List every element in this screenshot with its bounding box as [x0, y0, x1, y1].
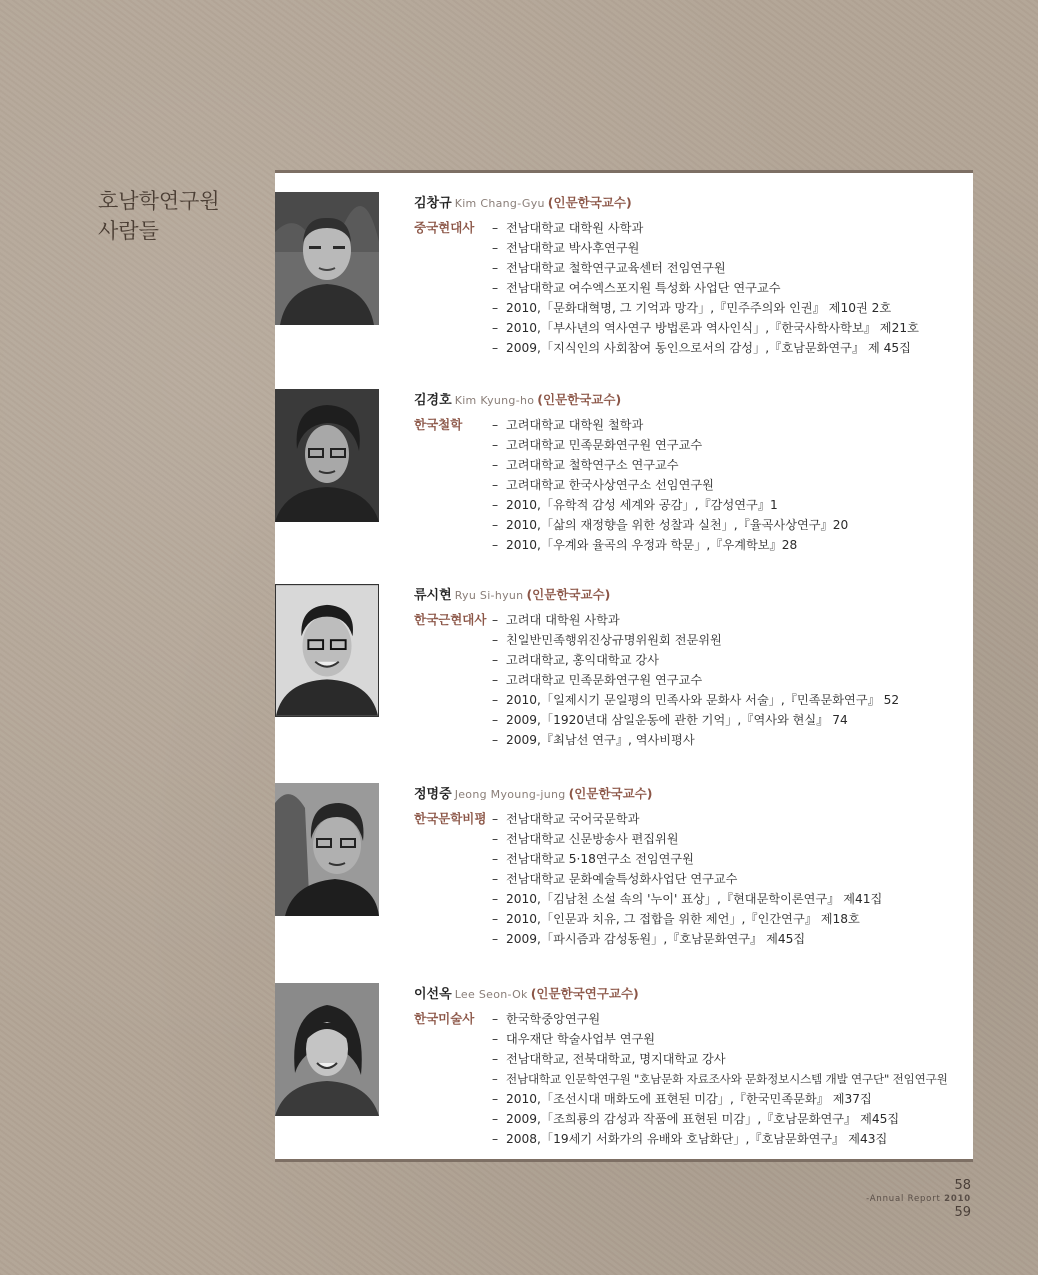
portrait-photo [275, 389, 379, 522]
career-list [414, 218, 974, 358]
career-item: – 2010,「인문과 치유, 그 접합을 위한 제언」,『인간연구』 제18호 [492, 909, 974, 929]
page-footer [866, 1178, 971, 1221]
person-detail [414, 218, 974, 358]
page-number-left: 58 [954, 1178, 971, 1193]
career-item: – 전남대학교 5·18연구소 전임연구원 [492, 849, 974, 869]
career-item: – 고려대학교 민족문화연구원 연구교수 [492, 435, 974, 455]
portrait-photo [275, 192, 379, 325]
person-name-en: Ryu Si-hyun [454, 589, 524, 602]
career-item: – 전남대학교 인문학연구원 "호남문화 자료조사와 문화정보시스템 개발 연구단" 전임연구원 [492, 1069, 974, 1089]
person-field: 한국근현대사 [414, 612, 487, 627]
person-field: 한국철학 [414, 417, 463, 432]
career-item: – 전남대학교 여수엑스포지원 특성화 사업단 연구교수 [492, 278, 974, 298]
career-item: – 2010,「우계와 율곡의 우정과 학문」,『우계학보』28 [492, 535, 974, 555]
career-list [414, 809, 974, 949]
career-item: – 친일반민족행위진상규명위원회 전문위원 [492, 630, 974, 650]
career-item: – 2009,「지식인의 사회참여 동인으로서의 감성」,『호남문화연구』 제 45집 [492, 338, 974, 358]
career-item: – 전남대학교 국어국문학과 [492, 809, 974, 829]
page-number-right: 59 [954, 1205, 971, 1220]
person-info [414, 192, 974, 358]
career-list [414, 610, 974, 750]
career-item: – 2009,「조희룡의 감성과 작품에 표현된 미감」,『호남문화연구』 제45집 [492, 1109, 974, 1129]
career-item: – 고려대 대학원 사학과 [492, 610, 974, 630]
people-panel [275, 170, 973, 1162]
career-item: – 전남대학교, 전북대학교, 명지대학교 강사 [492, 1049, 974, 1069]
career-item: – 2010,「부사년의 역사연구 방법론과 역사인식」,『한국사학사학보』 제21호 [492, 318, 974, 338]
career-item: – 고려대학교 한국사상연구소 선임연구원 [492, 475, 974, 495]
person-role: (인문한국교수) [526, 587, 611, 602]
career-list [414, 1009, 974, 1149]
section-title [98, 186, 220, 246]
portrait-photo [275, 983, 379, 1116]
career-item: – 2008,「19세기 서화가의 유배와 호남화단」,『호남문화연구』 제43집 [492, 1129, 974, 1149]
report-label: -Annual Report [866, 1194, 941, 1204]
person-name-en: Kim Chang-Gyu [454, 197, 545, 210]
career-item: – 2010,「유학적 감성 세계와 공감」,『감성연구』1 [492, 495, 974, 515]
person-name-ko: 정명중 [414, 787, 452, 802]
person-name-ko: 김창규 [414, 196, 452, 211]
person-name-ko: 류시현 [414, 588, 452, 603]
annual-report-label [866, 1194, 971, 1205]
person-info [414, 584, 974, 750]
career-item: – 2010,「삶의 재정향을 위한 성찰과 실천」,『율곡사상연구』20 [492, 515, 974, 535]
career-item: – 전남대학교 신문방송사 편집위원 [492, 829, 974, 849]
career-item: – 2010,「김남천 소설 속의 '누이' 표상」,『현대문학이론연구』 제41집 [492, 889, 974, 909]
career-item: – 전남대학교 철학연구교육센터 전임연구원 [492, 258, 974, 278]
career-item: – 고려대학교 철학연구소 연구교수 [492, 455, 974, 475]
report-year: 2010 [944, 1194, 971, 1204]
section-title-line1: 호남학연구원 [98, 189, 220, 213]
career-item: – 전남대학교 문화예술특성화사업단 연구교수 [492, 869, 974, 889]
person-name-ko: 김경호 [414, 393, 452, 408]
person-role: (인문한국연구교수) [530, 986, 639, 1001]
person-field: 중국현대사 [414, 220, 475, 235]
person-detail [414, 415, 974, 555]
person-field: 한국문학비평 [414, 811, 487, 826]
career-item: – 고려대학교 대학원 철학과 [492, 415, 974, 435]
person-name-line [414, 192, 974, 212]
career-item: – 2010,「일제시기 문일평의 민족사와 문화사 서술」,『민족문화연구』 52 [492, 690, 974, 710]
career-item: – 대우재단 학술사업부 연구원 [492, 1029, 974, 1049]
person-name-en: Kim Kyung-ho [454, 394, 535, 407]
section-title-line2: 사람들 [98, 219, 159, 243]
person-name-line [414, 584, 974, 604]
person-info [414, 389, 974, 555]
person-name-line [414, 783, 974, 803]
person-info [414, 783, 974, 949]
person-detail [414, 809, 974, 949]
person-field: 한국미술사 [414, 1011, 475, 1026]
career-item: – 전남대학교 박사후연구원 [492, 238, 974, 258]
career-item: – 2010,「문화대혁명, 그 기억과 망각」,『민주주의와 인권』 제10권 2호 [492, 298, 974, 318]
person-role: (인문한국교수) [568, 786, 653, 801]
person-role: (인문한국교수) [547, 195, 632, 210]
career-item: – 고려대학교 민족문화연구원 연구교수 [492, 670, 974, 690]
person-name-line [414, 389, 974, 409]
person-name-ko: 이선옥 [414, 987, 452, 1002]
career-list [414, 415, 974, 555]
career-item: – 2010,「조선시대 매화도에 표현된 미감」,『한국민족문화』 제37집 [492, 1089, 974, 1109]
portrait-photo [275, 783, 379, 916]
career-item: – 전남대학교 대학원 사학과 [492, 218, 974, 238]
career-item: – 2009,「파시즘과 감성동원」,『호남문화연구』 제45집 [492, 929, 974, 949]
person-info [414, 983, 974, 1149]
person-detail [414, 610, 974, 750]
person-name-en: Jeong Myoung-jung [454, 788, 566, 801]
career-item: – 2009,「1920년대 삼일운동에 관한 기억」,『역사와 현실』 74 [492, 710, 974, 730]
person-name-line [414, 983, 974, 1003]
portrait-photo [275, 584, 379, 717]
person-name-en: Lee Seon-Ok [454, 988, 528, 1001]
career-item: – 고려대학교, 홍익대학교 강사 [492, 650, 974, 670]
person-role: (인문한국교수) [537, 392, 622, 407]
person-detail [414, 1009, 974, 1149]
career-item: – 한국학중앙연구원 [492, 1009, 974, 1029]
career-item: – 2009,『최남선 연구』, 역사비평사 [492, 730, 974, 750]
